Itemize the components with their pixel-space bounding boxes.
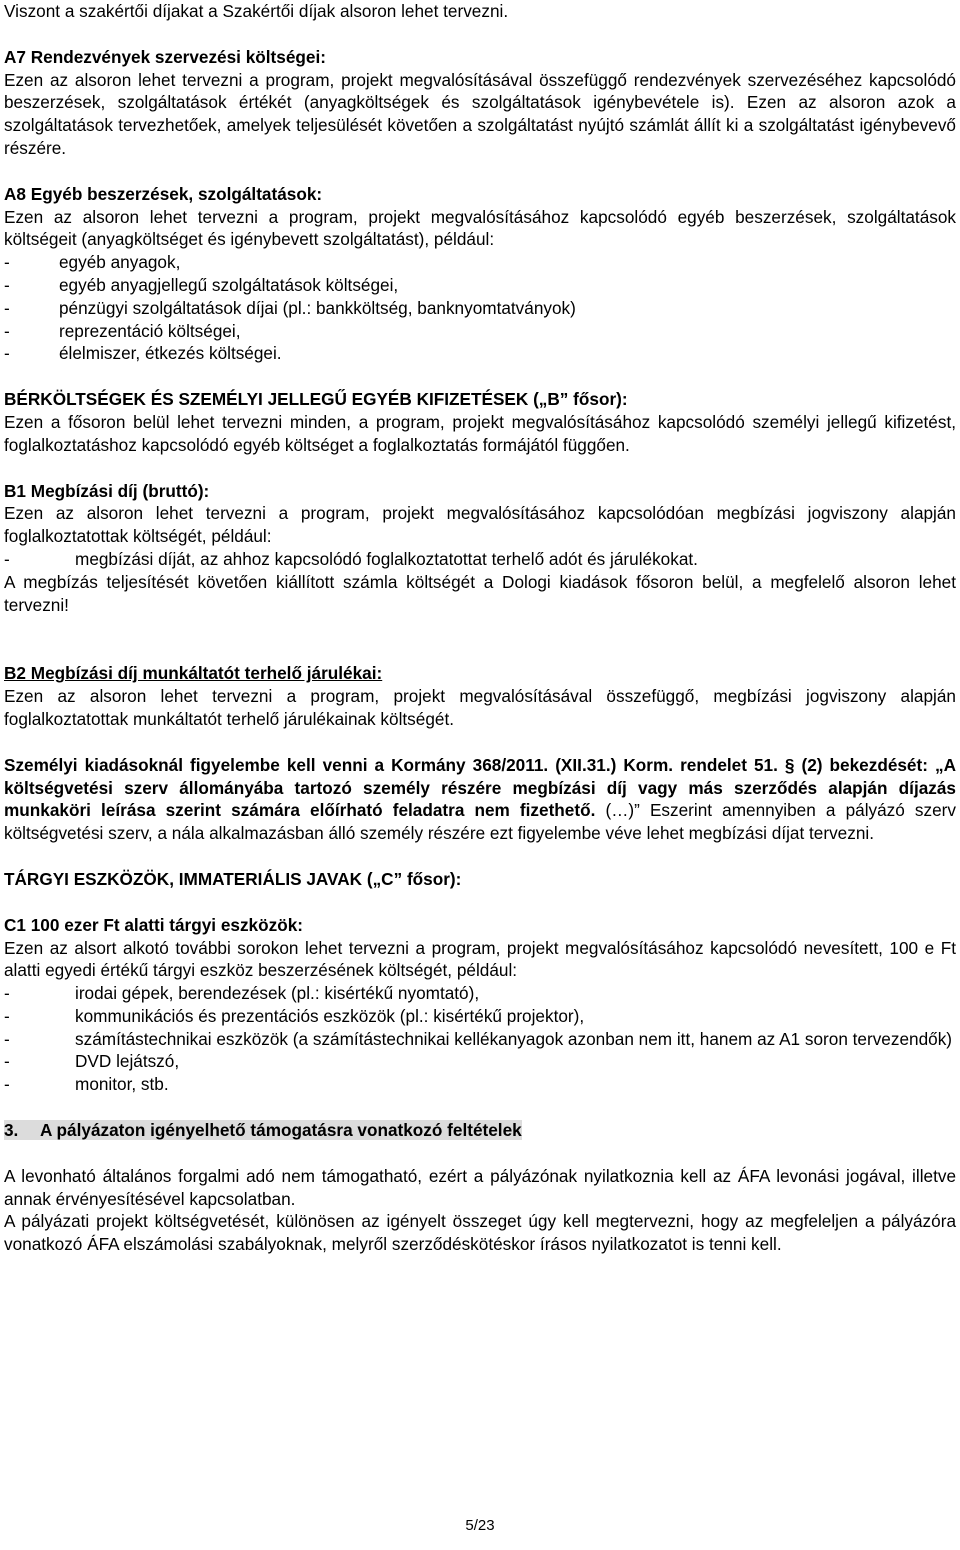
section-b2 (4, 662, 956, 730)
list-marker: - (4, 252, 10, 273)
list-marker: - (4, 320, 10, 341)
list-item (4, 320, 956, 343)
section3-heading (4, 1119, 956, 1142)
section-c1 (4, 914, 956, 1096)
regulation-text: (…)” Eszerint amennyiben a pályázó szerv költségvetési szerv, a nála alkalmazásban álló személy részére ezt figyelembe véve lehet megbízási díjat tervezni. (4, 800, 956, 844)
list-item (4, 548, 956, 571)
list-item (4, 1005, 956, 1028)
list-marker: - (4, 1005, 10, 1026)
regulation-paragraph (4, 754, 956, 845)
list-item-text: irodai gépek, berendezések (pl.: kisértékű nyomtató), (75, 983, 480, 1004)
list-marker: - (4, 343, 10, 364)
section3-number: 3. (4, 1120, 19, 1141)
b-paragraph: Ezen a fősoron belül lehet tervezni minden, a program, projekt megvalósításához kapcsolódó személyi jellegű kifizetést, foglalkoztatáshoz kapcsolódó egyéb költséget a foglalkoztatás formájától függően. (4, 411, 956, 455)
a8-list (4, 251, 956, 365)
c1-list (4, 982, 956, 1096)
section3-heading-highlight (4, 1120, 522, 1140)
section-c (4, 868, 956, 891)
list-item (4, 1073, 956, 1096)
list-item-text: egyéb anyagok, (59, 252, 181, 273)
list-item (4, 342, 956, 365)
a8-heading: A8 Egyéb beszerzések, szolgáltatások: (4, 183, 323, 204)
a7-para2: Ezen az alsoron azok a szolgáltatások tervezhetőek, amelyek teljesülését követően a szolgáltatást nyújtó számlát állít ki a szolgáltatást igénybevevő részére. (4, 92, 956, 158)
list-item-text: élelmiszer, étkezés költségei. (59, 343, 282, 364)
list-item-text: megbízási díját, az ahhoz kapcsolódó foglalkoztatottat terhelő adót és járulékokat. (75, 548, 698, 569)
b1-heading: B1 Megbízási díj (bruttó): (4, 480, 210, 501)
list-marker: - (4, 1028, 10, 1049)
list-item (4, 274, 956, 297)
list-item-text: reprezentáció költségei, (59, 320, 241, 341)
list-item (4, 251, 956, 274)
list-marker: - (4, 1074, 10, 1095)
section3-title: A pályázaton igényelhető támogatásra vonatkozó feltételek (40, 1120, 522, 1141)
c1-heading: C1 100 ezer Ft alatti tárgyi eszközök: (4, 914, 303, 935)
intro-text: Viszont a szakértői díjakat a Szakértői díjak alsoron lehet tervezni. (4, 1, 509, 21)
a7-paragraph (4, 69, 956, 160)
section-a8 (4, 183, 956, 365)
list-marker: - (4, 297, 10, 318)
b1-paragraph: Ezen az alsoron lehet tervezni a program, projekt megvalósításához kapcsolódóan megbízási jogviszony alapján foglalkoztatottak költségét, például: (4, 503, 956, 547)
b2-heading-text: B2 Megbízási díj munkáltatót terhelő járulékai: (4, 663, 383, 684)
list-item-text: DVD lejátszó, (75, 1051, 180, 1072)
list-marker: - (4, 983, 10, 1004)
b-heading: BÉRKÖLTSÉGEK ÉS SZEMÉLYI JELLEGŰ EGYÉB KIFIZETÉSEK („B” fősor): (4, 389, 628, 410)
section-3 (4, 1119, 956, 1256)
list-marker: - (4, 548, 10, 569)
list-item (4, 1028, 956, 1051)
b2-heading (4, 662, 956, 685)
c-heading: TÁRGYI ESZKÖZÖK, IMMATERIÁLIS JAVAK („C” fősor): (4, 868, 462, 889)
list-marker: - (4, 1051, 10, 1072)
list-item-text: monitor, stb. (75, 1074, 169, 1095)
list-item-text: egyéb anyagjellegű szolgáltatások költségei, (59, 274, 399, 295)
list-item (4, 1050, 956, 1073)
section3-paragraph-1: A levonható általános forgalmi adó nem támogatható, ezért a pályázónak nyilatkoznia kell az ÁFA levonási jogával, illetve annak érvényesítésével kapcsolatban. (4, 1165, 956, 1209)
section-a7 (4, 46, 956, 160)
b2-paragraph: Ezen az alsoron lehet tervezni a program, projekt megvalósításával összefüggő, megbízási jogviszony alapján foglalkoztatottak munkáltatót terhelő járulékainak költségét. (4, 686, 956, 729)
regulation-bold-text: Személyi kiadásoknál figyelembe kell venni a Kormány 368/2011. (XII.31.) Korm. rendelet 51. § (2) bekezdését: „A költségvetési szerv állományába tartozó személy részére megbízási díj vagy más szerződés alapján díjazás munkaköri leírása szerint számára előírható feladatra nem fizethető. (4, 754, 956, 821)
section3-paragraph-2: A pályázati projekt költségvetését, különösen az igényelt összeget úgy kell megtervezni, hogy az megfeleljen a pályázóra vonatkozó ÁFA elszámolási szabályoknak, melyről szerződéskötéskor írásos nyilatkozatot is tenni kell. (4, 1211, 956, 1255)
list-item-text: kommunikációs és prezentációs eszközök (pl.: kisértékű projektor), (75, 1005, 585, 1026)
section-b (4, 388, 956, 456)
a7-para1: Ezen az alsoron lehet tervezni a program, projekt megvalósításával összefüggő rendezvények szervezéséhez kapcsolódó beszerzések, szolgáltatások értékét (anyagköltségek és szolgáltatások igénybevétele is). (4, 69, 956, 113)
page-number: 5/23 (465, 1517, 495, 1534)
list-item-text: számítástechnikai eszközök (a számítástechnikai kellékanyagok azonban nem itt, hanem az A1 soron tervezendők) (75, 1028, 953, 1049)
list-item (4, 982, 956, 1005)
b1-note: A megbízás teljesítését követően kiállított számla költségét a Dologi kiadások fősoron belül, a megfelelő alsoron lehet tervezni! (4, 571, 956, 615)
c1-paragraph: Ezen az alsort alkotó további sorokon lehet tervezni a program, projekt megvalósításához kapcsolódó nevesített, 100 e Ft alatti egyedi értékű tárgyi eszköz beszerzésének költségét, például: (4, 937, 956, 981)
a7-heading: A7 Rendezvények szervezési költségei: (4, 46, 326, 67)
list-marker: - (4, 274, 10, 295)
document-page (4, 0, 956, 1256)
list-item (4, 297, 956, 320)
a8-paragraph: Ezen az alsoron lehet tervezni a program, projekt megvalósításához kapcsolódó egyéb beszerzések, szolgáltatások költségeit (anyagköltséget és igénybevett szolgáltatást), például: (4, 206, 956, 250)
list-item-text: pénzügyi szolgáltatások díjai (pl.: bankköltség, banknyomtatványok) (59, 297, 576, 318)
section-b1 (4, 480, 956, 617)
